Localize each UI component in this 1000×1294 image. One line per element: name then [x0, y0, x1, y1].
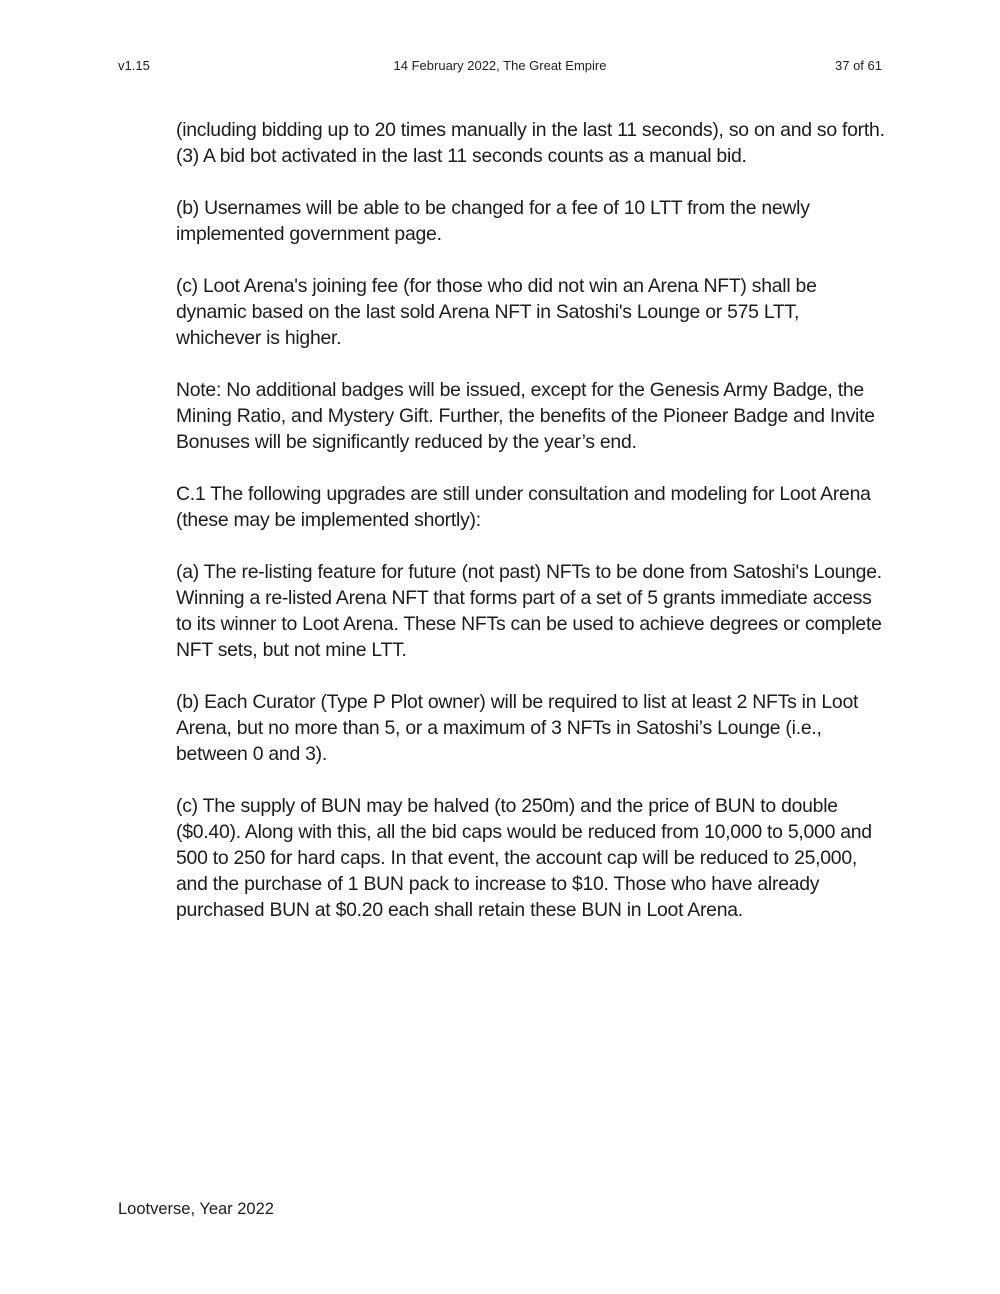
paragraph-joining-fee: (c) Loot Arena's joining fee (for those who did not win an Arena NFT) shall be dynamic based on the last sold Arena NFT in Satoshi's Lounge or 575 LTT, whichever is higher.	[176, 275, 817, 349]
page-footer: Lootverse, Year 2022	[118, 1200, 274, 1218]
paragraph-relisting-feature: (a) The re-listing feature for future (not past) NFTs to be done from Satoshi's Lounge. Winning a re-listed Arena NFT that forms part of a set of 5 grants immediate access to its winner to Loot Arena. These NFTs can be used to achieve degrees or complete NFT sets, but not mine LTT.	[176, 561, 882, 661]
paragraph-bid-rules-continued: (including bidding up to 20 times manually in the last 11 seconds), so on and so forth. (3) A bid bot activated in the last 11 seconds counts as a manual bid.	[176, 119, 885, 167]
paragraph-bun-supply: (c) The supply of BUN may be halved (to 250m) and the price of BUN to double ($0.40). Along with this, all the bid caps would be reduced from 10,000 to 5,000 and 500 to 250 for hard caps. In that event, the account cap will be reduced to 25,000, and the purchase of 1 BUN pack to increase to $10. Those who have already purchased BUN at $0.20 each shall retain these BUN in Loot Arena.	[176, 795, 872, 921]
paragraph-badges-note: Note: No additional badges will be issued, except for the Genesis Army Badge, the Mining Ratio, and Mystery Gift. Further, the benefits of the Pioneer Badge and Invite Bonuses will be significantly reduced by the year’s end.	[176, 379, 875, 453]
paragraph-section-c1: C.1 The following upgrades are still under consultation and modeling for Loot Arena (these may be implemented shortly):	[176, 483, 871, 531]
page-body	[176, 117, 888, 949]
page-header	[118, 58, 882, 78]
paragraph-curator-listing: (b) Each Curator (Type P Plot owner) will be required to list at least 2 NFTs in Loot Arena, but no more than 5, or a maximum of 3 NFTs in Satoshi’s Lounge (i.e., between 0 and 3).	[176, 691, 859, 765]
document-date-title: 14 February 2022, The Great Empire	[393, 58, 607, 73]
page-number: 37 of 61	[835, 58, 882, 73]
paragraph-usernames: (b) Usernames will be able to be changed for a fee of 10 LTT from the newly implemented government page.	[176, 197, 810, 245]
document-version: v1.15	[118, 58, 150, 73]
